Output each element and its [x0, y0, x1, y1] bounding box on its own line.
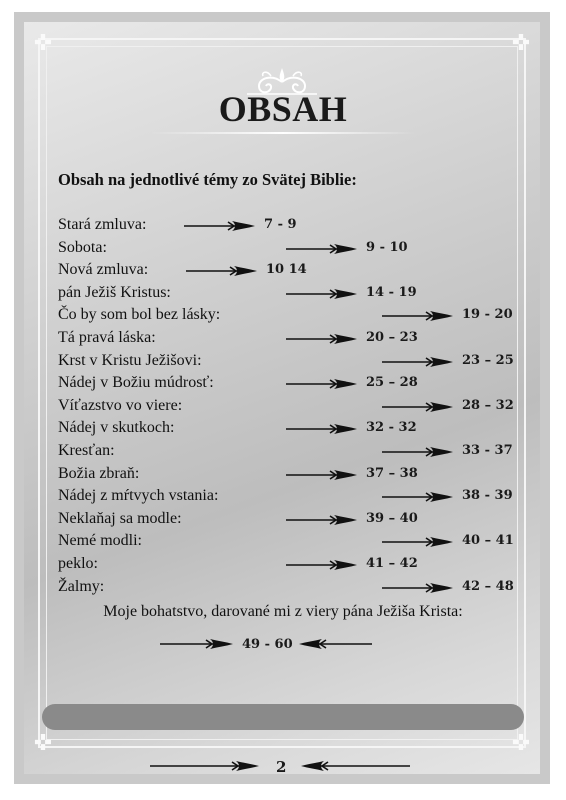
- footer-text: Moje bohatstvo, darované mi z viery pána Ježiša Krista:: [103, 603, 463, 620]
- toc-label: pán Ježiš Kristus:: [58, 283, 171, 301]
- toc-subtitle: Obsah na jednotlivé témy zo Svätej Biblie:: [58, 170, 357, 189]
- toc-label: Sobota:: [58, 238, 107, 256]
- toc-page-range: 33 - 37: [462, 443, 513, 458]
- arrow-pointer-icon: [150, 760, 260, 772]
- arrow-pointer-icon: [382, 446, 454, 458]
- toc-label: Neklaňaj sa modle:: [58, 509, 182, 527]
- toc-page-range: 37 – 38: [366, 465, 418, 481]
- arrow-pointer-icon: [286, 514, 358, 526]
- toc-page-range: 25 – 28: [366, 375, 418, 391]
- arrow-pointer-icon: [382, 491, 454, 503]
- toc-page-range: 14 - 19: [366, 284, 417, 300]
- arrow-pointer-icon: [186, 265, 258, 277]
- toc-label: Nová zmluva:: [58, 261, 149, 279]
- toc-label: Stará zmluva:: [58, 216, 147, 233]
- toc-page-range: 39 – 40: [366, 510, 418, 526]
- page-title: OBSAH: [218, 89, 348, 129]
- toc-page-range: 32 - 32: [366, 420, 417, 436]
- toc-label: Kresťan:: [58, 442, 115, 459]
- toc-page-range: 38 - 39: [462, 488, 513, 504]
- toc-label: Nemé modli:: [58, 532, 142, 550]
- toc-label: Nádej z mŕtvych vstania:: [58, 487, 219, 505]
- toc-page-range: 23 – 25: [462, 352, 514, 368]
- toc-label: Tá pravá láska:: [58, 329, 156, 346]
- arrow-pointer-icon: [382, 310, 454, 322]
- corner-ornament-icon: ✜: [33, 30, 53, 55]
- arrow-pointer-icon: [300, 760, 410, 772]
- page-number-row: [0, 758, 566, 778]
- arrow-pointer-icon: [286, 423, 358, 435]
- arrow-pointer-icon: [286, 288, 358, 300]
- toc-label: Nádej v skutkoch:: [58, 419, 175, 437]
- toc-label: Nádej v Božiu múdrosť:: [58, 374, 214, 392]
- arrow-pointer-icon: [286, 559, 358, 571]
- bottom-bar: [42, 704, 524, 730]
- toc-page-range: 41 – 42: [366, 556, 418, 571]
- corner-ornament-icon: ✜: [511, 730, 531, 755]
- toc-label: Krst v Kristu Ježišovi:: [58, 351, 202, 369]
- arrow-pointer-icon: [382, 356, 454, 368]
- footer-page-range: 49 - 60: [242, 637, 293, 652]
- toc-label: Božia zbraň:: [58, 464, 140, 482]
- arrow-pointer-icon: [286, 333, 358, 345]
- footer-pages-row: [0, 636, 566, 656]
- arrow-pointer-icon: [382, 401, 454, 413]
- arrow-pointer-icon: [286, 243, 358, 255]
- toc-label: peklo:: [58, 555, 98, 572]
- corner-ornament-icon: ✜: [511, 30, 531, 55]
- arrow-pointer-icon: [160, 638, 234, 650]
- title-divider: [150, 132, 416, 134]
- toc-page-range: 28 – 32: [462, 397, 514, 413]
- toc-label: Žalmy:: [58, 577, 105, 595]
- arrow-pointer-icon: [382, 582, 454, 594]
- corner-ornament-icon: ✜: [33, 730, 53, 755]
- page-number: 2: [276, 758, 287, 776]
- toc-page-range: 42 – 48: [462, 578, 514, 594]
- arrow-pointer-icon: [286, 469, 358, 481]
- toc-page-range: 7 - 9: [264, 217, 297, 232]
- toc-page-range: 9 - 10: [366, 239, 408, 255]
- toc-page-range: 20 – 23: [366, 330, 418, 345]
- arrow-pointer-icon: [184, 220, 256, 232]
- toc-page-range: 40 – 41: [462, 533, 514, 549]
- toc-label: Čo by som bol bez lásky:: [58, 306, 221, 324]
- toc-page-range: 19 - 20: [462, 307, 513, 323]
- toc-label: Víťazstvo vo viere:: [58, 396, 183, 414]
- arrow-pointer-icon: [382, 536, 454, 548]
- arrow-pointer-icon: [298, 638, 372, 650]
- toc-page-range: 10 14: [266, 262, 307, 278]
- arrow-pointer-icon: [286, 378, 358, 390]
